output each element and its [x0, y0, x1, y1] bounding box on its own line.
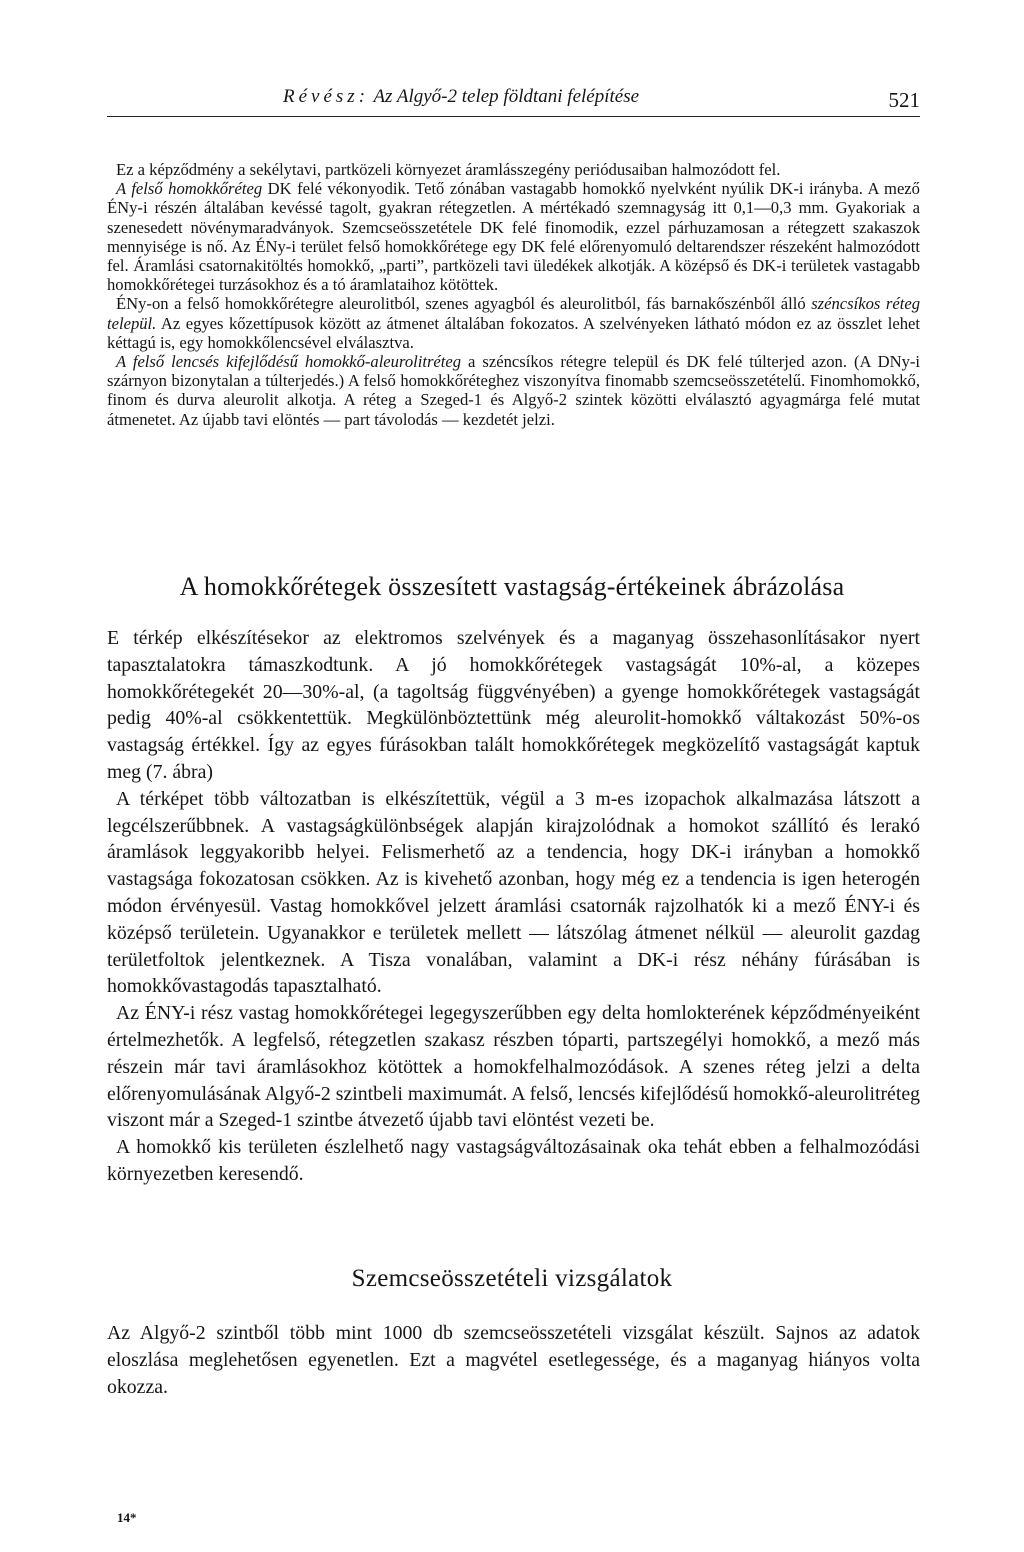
paragraph-3: ÉNy-on a felső homokkőrétegre aleurolitból, szenes agyagból és aleurolitból, fás barnakőszénből álló széncsíkos réteg települ. Az egyes kőzettípusok között az átmenet általában fokozatos. A szelvényeken látható módon ez az összlet lehet kéttagú is, egy homokkőlencsével elválasztva. — [107, 294, 921, 352]
section-2-paragraph-1: Az Algyő-2 szintből több mint 1000 db szemcseösszetételi vizsgálat készült. Sajnos az adatok eloszlása meglehetősen egyenetlen. Ezt a magvétel esetlegessége, és a maganyag hiányos volta okozza. — [107, 1322, 920, 1398]
paragraph-4: A felső lencsés kifejlődésű homokkő-aleurolitréteg a széncsíkos rétegre települ és DK felé túlterjed azon. (A DNy-i szárnyon bizonytalan a túlterjedés.) A felső homokkőréteghez viszonyítva finomabb szemcseösszetételű. Finomhomokkő, finom és durva aleurolit alkotja. A réteg a Szeged-1 és Algyő-2 szintek közötti elválasztó agyagmárga felé mutat átmenetet. Az újabb tavi elöntés — part távolodás — kezdetét jelzi. — [107, 352, 920, 429]
term-felso-homokkoreteg: A felső homokkőréteg — [116, 179, 263, 199]
term-szencsikos-reteg: széncsíkos réteg települ. — [107, 294, 921, 333]
header-author: Révész: — [283, 86, 370, 107]
running-header — [107, 82, 920, 117]
running-title — [283, 86, 639, 108]
section-heading-1: A homokkőrétegek összesített vastagság-értékeinek ábrázolása — [179, 572, 845, 601]
section-1-body — [107, 625, 920, 1188]
section-2-body — [107, 1320, 920, 1400]
section-heading-2: Szemcseösszetételi vizsgálatok — [351, 1265, 673, 1292]
term-lencses-reteg: A felső lencsés kifejlődésű homokkő-aleurolitréteg — [116, 352, 462, 372]
top-text-block — [107, 160, 920, 429]
section-1-paragraph-3: Az ÉNY-i rész vastag homokkőrétegei legegyszerűbben egy delta homlokterének képződményeiként értelmezhetők. A legfelső, rétegzetlen szakasz részben tóparti, partszegélyi homokkő, a mező más részein már tavi áramlásokhoz kötöttek a homokfelhalmozódások. A szenes réteg jelzi a delta előrenyomulásának Algyő-2 szintbeli maximumát. A felső, lencsés kifejlődésű homokkő-aleurolitréteg viszont már a Szeged-1 szintbe átvezető újabb tavi elöntést vezeti be. — [107, 1002, 920, 1132]
section-1-paragraph-4: A homokkő kis területen észlelhető nagy vastagságváltozásainak oka tehát ebben a felhalmozódási környezetben keresendő. — [107, 1136, 920, 1185]
printer-signature: 14* — [117, 1510, 137, 1525]
header-title: Az Algyő-2 telep földtani felépítése — [373, 86, 640, 107]
paragraph-1: Ez a képződmény a sekélytavi, partközeli környezet áramlásszegény periódusaiban halmozódott fel. — [116, 160, 781, 179]
section-1-paragraph-2: A térképet több változatban is elkészítettük, végül a 3 m-es izopachok alkalmazása látszott a legcélszerűbbnek. A vastagságkülönbségek alapján kirajzolódnak a homokot szállító és lerakó áramlások leggyakoribb helyei. Felismerhető az a tendencia, hogy DK-i irányban a homokkő vastagsága fokozatosan csökken. Az is kivehető azonban, hogy még ez a tendencia is igen heterogén módon érvényesül. Vastag homokkővel jelzett áramlási csatornák rajzolhatók ki a mező ÉNY-i és középső területein. Ugyanakkor e területek mellett — látszólag átmenet nélkül — aleurolit gazdag területfoltok jelentkeznek. A Tisza vonalában, valamint a DK-i rész néhány fúrásában is homokkővastagodás tapasztalható. — [107, 787, 920, 998]
page-number: 521 — [888, 88, 920, 112]
paragraph-2: A felső homokkőréteg DK felé vékonyodik. Tető zónában vastagabb homokkő nyelvként nyúlik DK-i irányba. A mező ÉNy-i részén általában kevéssé tagolt, gyakran rétegzetlen. A mértékadó szemnagyság itt 0,1—0,3 mm. Gyakoriak a szenesedett növénymaradványok. Szemcseösszetétele DK felé finomodik, ezzel párhuzamosan a rétegzett szakaszok mennyisége is nő. Az ÉNy-i terület felső homokkőrétege egy DK felé előrenyomuló deltarendszer részeként halmozódott fel. Áramlási csatornakitöltés homokkő, „parti”, partközeli tavi üledékek alkotják. A középső és DK-i területek vastagabb homokkőrétegei turzásokhoz és a tó áramlataihoz kötöttek. — [107, 179, 920, 295]
section-1-paragraph-1: E térkép elkészítésekor az elektromos szelvények és a maganyag összehasonlításakor nyert tapasztalatokra támaszkodtunk. A jó homokkőrétegek vastagságát 10%-al, a közepes homokkőrétegekét 20—30%-al, (a tagoltság függvényében) a gyenge homokkőrétegek vastagságát pedig 40%-al csökkentettük. Megkülönböztettünk még aleurolit-homokkő váltakozást 50%-os vastagság értékkel. Így az egyes fúrásokban talált homokkőrétegek megközelítő vastagságát kaptuk meg (7. ábra) — [107, 627, 920, 783]
